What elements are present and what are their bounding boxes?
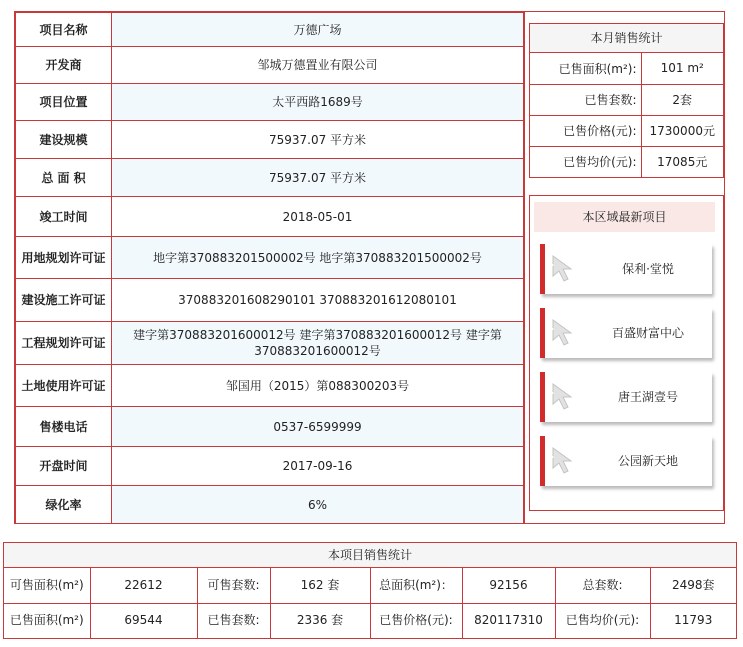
row-value: 75937.07 平方米 (112, 159, 524, 197)
accent-bar (540, 436, 545, 486)
row-label: 建设规模 (16, 121, 112, 159)
table-row (16, 447, 524, 486)
summary-value: 11793 (650, 603, 736, 638)
latest-projects-title: 本区域最新项目 (534, 202, 715, 232)
table-row (16, 365, 524, 407)
cursor-arrow-icon (550, 446, 580, 476)
monthly-sales-table (530, 53, 723, 177)
row-label: 用地规划许可证 (16, 237, 112, 279)
stat-label: 已售套数: (530, 84, 641, 115)
row-value: 2018-05-01 (112, 197, 524, 237)
row-value: 建字第370883201600012号 建字第370883201600012号 建字第370883201600012号 (112, 322, 524, 365)
summary-value: 92156 (462, 568, 555, 603)
divider (524, 12, 525, 523)
table-row (16, 486, 524, 524)
summary-value: 2336 套 (270, 603, 370, 638)
summary-label: 已售价格(元): (370, 603, 462, 638)
cursor-arrow-icon (550, 254, 580, 284)
table-row (16, 159, 524, 197)
row-label: 总 面 积 (16, 159, 112, 197)
row-value: 75937.07 平方米 (112, 121, 524, 159)
cursor-arrow-icon (550, 382, 580, 412)
summary-label: 总面积(m²)： (370, 568, 462, 603)
table-row (16, 121, 524, 159)
summary-value: 69544 (90, 603, 197, 638)
latest-project-name: 唐王湖壹号 (617, 390, 678, 404)
summary-label: 已售均价(元): (555, 603, 650, 638)
row-label: 工程规划许可证 (16, 322, 112, 365)
table-row (530, 146, 723, 177)
summary-label: 可售套数: (197, 568, 270, 603)
table-row (16, 322, 524, 365)
summary-label: 总套数: (555, 568, 650, 603)
summary-value: 22612 (90, 568, 197, 603)
stat-label: 已售面积(m²): (530, 53, 641, 84)
row-value: 太平西路1689号 (112, 84, 524, 121)
stat-label: 已售价格(元): (530, 115, 641, 146)
latest-project-link[interactable] (540, 436, 712, 486)
latest-projects-panel (529, 195, 724, 511)
table-row (16, 237, 524, 279)
row-label: 项目名称 (16, 13, 112, 47)
latest-project-name: 百盛财富中心 (611, 326, 684, 340)
summary-table (4, 568, 736, 638)
accent-bar (540, 308, 545, 358)
accent-bar (540, 244, 545, 294)
table-row (16, 197, 524, 237)
stat-value: 1730000元 (641, 115, 723, 146)
monthly-sales-title: 本月销售统计 (530, 24, 723, 53)
table-row (530, 115, 723, 146)
row-label: 项目位置 (16, 84, 112, 121)
row-label: 建设施工许可证 (16, 279, 112, 322)
latest-project-name: 保利·堂悦 (622, 262, 674, 276)
accent-bar (540, 372, 545, 422)
row-label: 开发商 (16, 47, 112, 84)
latest-project-link[interactable] (540, 308, 712, 358)
table-row (16, 407, 524, 447)
project-info-panel (14, 11, 725, 524)
row-label: 土地使用许可证 (16, 365, 112, 407)
summary-label: 已售套数: (197, 603, 270, 638)
table-row (16, 279, 524, 322)
stat-value: 17085元 (641, 146, 723, 177)
row-value: 邹国用（2015）第088300203号 (112, 365, 524, 407)
row-value: 邹城万德置业有限公司 (112, 47, 524, 84)
stat-value: 2套 (641, 84, 723, 115)
latest-project-name: 公园新天地 (617, 454, 678, 468)
project-sales-summary (3, 542, 737, 639)
summary-label: 可售面积(m²) (4, 568, 90, 603)
cursor-arrow-icon (550, 318, 580, 348)
summary-value: 162 套 (270, 568, 370, 603)
row-label: 售楼电话 (16, 407, 112, 447)
row-label: 开盘时间 (16, 447, 112, 486)
latest-project-link[interactable] (540, 244, 712, 294)
summary-label: 已售面积(m²) (4, 603, 90, 638)
summary-title: 本项目销售统计 (4, 543, 736, 568)
row-value: 6% (112, 486, 524, 524)
table-row (16, 84, 524, 121)
row-label: 绿化率 (16, 486, 112, 524)
latest-project-link[interactable] (540, 372, 712, 422)
row-value: 地字第370883201500002号 地字第370883201500002号 (112, 237, 524, 279)
project-info-table (15, 12, 524, 524)
table-row (4, 568, 736, 603)
table-row (16, 13, 524, 47)
row-value: 万德广场 (112, 13, 524, 47)
stat-value: 101 m² (660, 61, 704, 76)
row-value: 370883201608290101 370883201612080101 (112, 279, 524, 322)
row-value: 0537-6599999 (112, 407, 524, 447)
summary-value: 2498套 (650, 568, 736, 603)
table-row (530, 53, 723, 84)
row-label: 竣工时间 (16, 197, 112, 237)
table-row (16, 47, 524, 84)
table-row (4, 603, 736, 638)
summary-value: 820117310 (462, 603, 555, 638)
monthly-sales-panel (529, 23, 724, 178)
row-value: 2017-09-16 (112, 447, 524, 486)
stat-label: 已售均价(元): (530, 146, 641, 177)
table-row (530, 84, 723, 115)
